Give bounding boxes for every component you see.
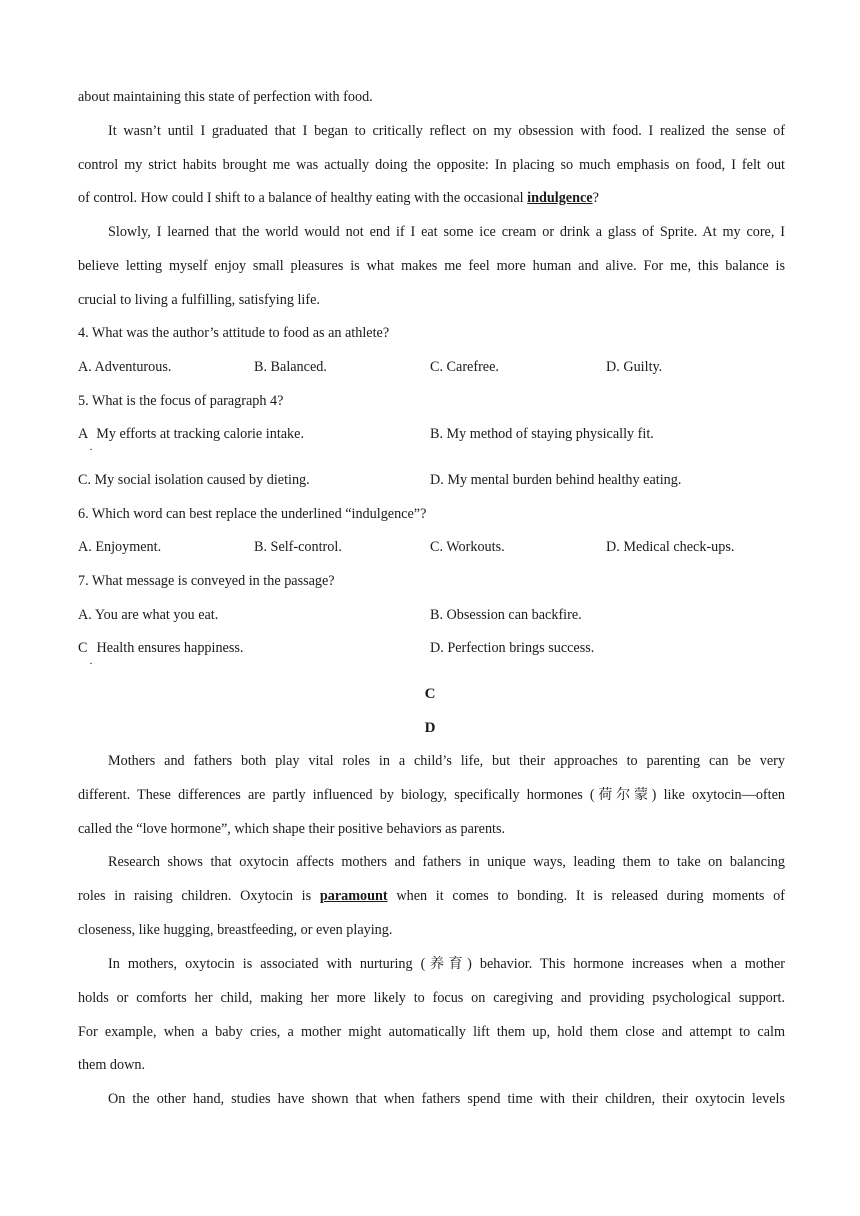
- option-a: A. Adventurous.: [78, 359, 172, 375]
- passage-line: In mothers, oxytocin is associated with nurturing (养育) behavior. This hormone increases when a mother: [108, 956, 785, 972]
- passage-line: On the other hand, studies have shown that when fathers spend time with their children, their oxytocin levels: [108, 1091, 785, 1107]
- passage-line: called the “love hormone”, which shape their positive behaviors as parents.: [78, 821, 506, 837]
- passage-line: Research shows that oxytocin affects mothers and fathers in unique ways, leading them to take on balancing: [108, 854, 785, 870]
- section-heading-d: D: [424, 720, 436, 736]
- option-d: D. Medical check-ups.: [606, 539, 735, 555]
- passage-line: For example, when a baby cries, a mother might automatically lift them up, hold them close and attempt to calm: [78, 1024, 785, 1040]
- passage-line: It wasn’t until I graduated that I began to critically reflect on my obsession with food. I realized the sense of: [108, 123, 785, 139]
- text: when it comes to bonding. It is released during moments of: [387, 888, 785, 904]
- option-d: D. Perfection brings success.: [430, 640, 595, 656]
- passage-line: [78, 887, 785, 905]
- option-a: [78, 425, 304, 443]
- option-c: [78, 639, 243, 657]
- question-stem: 4. What was the author’s attitude to food as an athlete?: [78, 325, 390, 341]
- underlined-word-paramount: paramount: [319, 888, 388, 904]
- option-b: B. Obsession can backfire.: [430, 607, 582, 623]
- question-stem: 7. What message is conveyed in the passage?: [78, 573, 335, 589]
- passage-line: different. These differences are partly influenced by biology, specifically hormones (荷尔蒙) like oxytocin—often: [78, 787, 785, 803]
- passage-line: them down.: [78, 1057, 145, 1073]
- section-heading-c: C: [424, 686, 436, 702]
- passage-line: control my strict habits brought me was actually doing the opposite: In placing so much emphasis on food, I felt out: [78, 157, 785, 173]
- option-c: C. Workouts.: [430, 539, 505, 555]
- question-stem: 5. What is the focus of paragraph 4?: [78, 393, 284, 409]
- option-letter: A: [78, 426, 89, 442]
- option-letter: C: [78, 640, 88, 656]
- passage-line: [78, 189, 785, 207]
- question-stem: 6. Which word can best replace the underlined “indulgence”?: [78, 506, 427, 522]
- text: of control. How could I shift to a balance of healthy eating with the occasional: [78, 190, 528, 206]
- passage-line: Slowly, I learned that the world would not end if I eat some ice cream or drink a glass of Sprite. At my core, I: [108, 224, 785, 240]
- option-b: B. My method of staying physically fit.: [430, 426, 654, 442]
- option-a: A. Enjoyment.: [78, 539, 162, 555]
- passage-line: holds or comforts her child, making her more likely to focus on caregiving and providing psychological support.: [78, 990, 785, 1006]
- option-b: B. Self-control.: [254, 539, 342, 555]
- dot-mark: ·: [89, 442, 93, 456]
- underlined-word-indulgence: indulgence: [527, 190, 593, 206]
- passage-line: believe letting myself enjoy small pleasures is what makes me feel more human and alive. For me, this balance is: [78, 258, 785, 274]
- text: ?: [592, 190, 599, 206]
- option-a: A. You are what you eat.: [78, 607, 219, 623]
- option-d: D. My mental burden behind healthy eating.: [430, 472, 682, 488]
- passage-line: closeness, like hugging, breastfeeding, or even playing.: [78, 922, 393, 938]
- option-d: D. Guilty.: [606, 359, 663, 375]
- passage-line: about maintaining this state of perfection with food.: [78, 89, 373, 105]
- passage-line: Mothers and fathers both play vital roles in a child’s life, but their approaches to parenting can be very: [108, 753, 785, 769]
- dot-mark: ·: [89, 656, 93, 670]
- passage-line: crucial to living a fulfilling, satisfying life.: [78, 292, 320, 308]
- option-text: My efforts at tracking calorie intake.: [96, 426, 304, 442]
- option-c: C. Carefree.: [430, 359, 499, 375]
- option-b: B. Balanced.: [254, 359, 327, 375]
- option-text: Health ensures happiness.: [96, 640, 244, 656]
- text: roles in raising children. Oxytocin is: [78, 888, 320, 904]
- option-c: C. My social isolation caused by dieting.: [78, 472, 310, 488]
